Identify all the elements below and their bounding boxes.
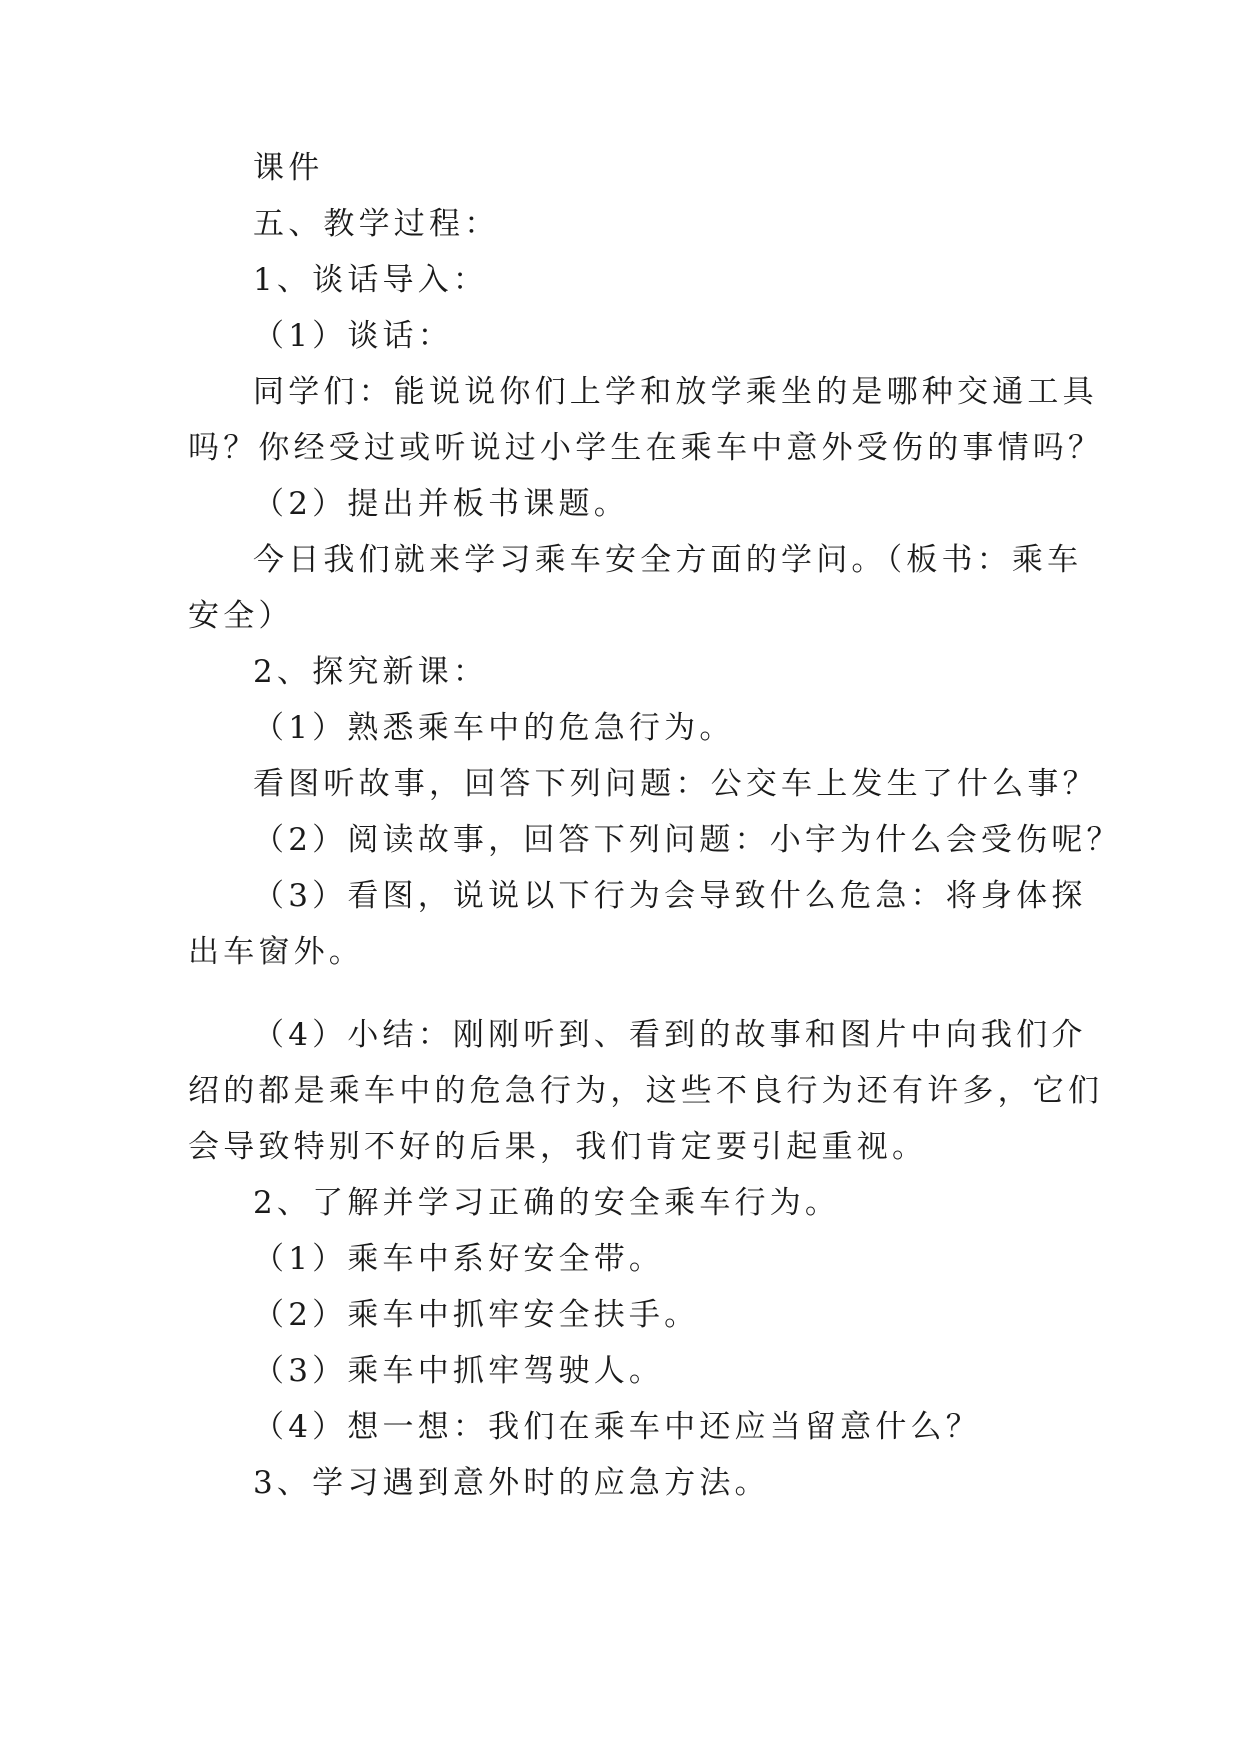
text-line: 安全）: [188, 598, 294, 634]
sub-item: （3）看图，说说以下行为会导致什么危急：将身体探: [253, 878, 1087, 914]
text-line: 课件: [253, 150, 324, 186]
text-line: 绍的都是乘车中的危急行为，这些不良行为还有许多，它们: [188, 1073, 1104, 1109]
text-line: 看图听故事，回答下列问题：公交车上发生了什么事？: [253, 766, 1098, 802]
text-line: 同学们：能说说你们上学和放学乘坐的是哪种交通工具: [253, 374, 1098, 410]
text-line: 今日我们就来学习乘车安全方面的学问。（板书：乘车: [253, 542, 1083, 578]
sub-item: （1）乘车中系好安全带。: [253, 1241, 665, 1277]
sub-item: （1）熟悉乘车中的危急行为。: [253, 710, 735, 746]
text-line: 吗？你经受过或听说过小学生在乘车中意外受伤的事情吗？: [188, 430, 1104, 466]
sub-item: （2）提出并板书课题。: [253, 486, 629, 522]
sub-item: （1）谈话：: [253, 318, 453, 354]
step-heading: 2、探究新课：: [253, 654, 489, 690]
step-heading: 1、谈话导入：: [253, 262, 489, 298]
sub-item: （2）阅读故事，回答下列问题：小宇为什么会受伤呢？: [253, 822, 1122, 858]
sub-item: （4）小结：刚刚听到、看到的故事和图片中向我们介: [253, 1017, 1087, 1053]
section-heading: 五、教学过程：: [253, 206, 500, 242]
sub-item: （2）乘车中抓牢安全扶手。: [253, 1297, 700, 1333]
step-heading: 2、了解并学习正确的安全乘车行为。: [253, 1185, 841, 1221]
text-line: 会导致特别不好的后果，我们肯定要引起重视。: [188, 1129, 928, 1165]
step-heading: 3、学习遇到意外时的应急方法。: [253, 1465, 770, 1501]
text-line: 出车窗外。: [188, 934, 364, 970]
sub-item: （4）想一想：我们在乘车中还应当留意什么？: [253, 1409, 981, 1445]
sub-item: （3）乘车中抓牢驾驶人。: [253, 1353, 665, 1389]
